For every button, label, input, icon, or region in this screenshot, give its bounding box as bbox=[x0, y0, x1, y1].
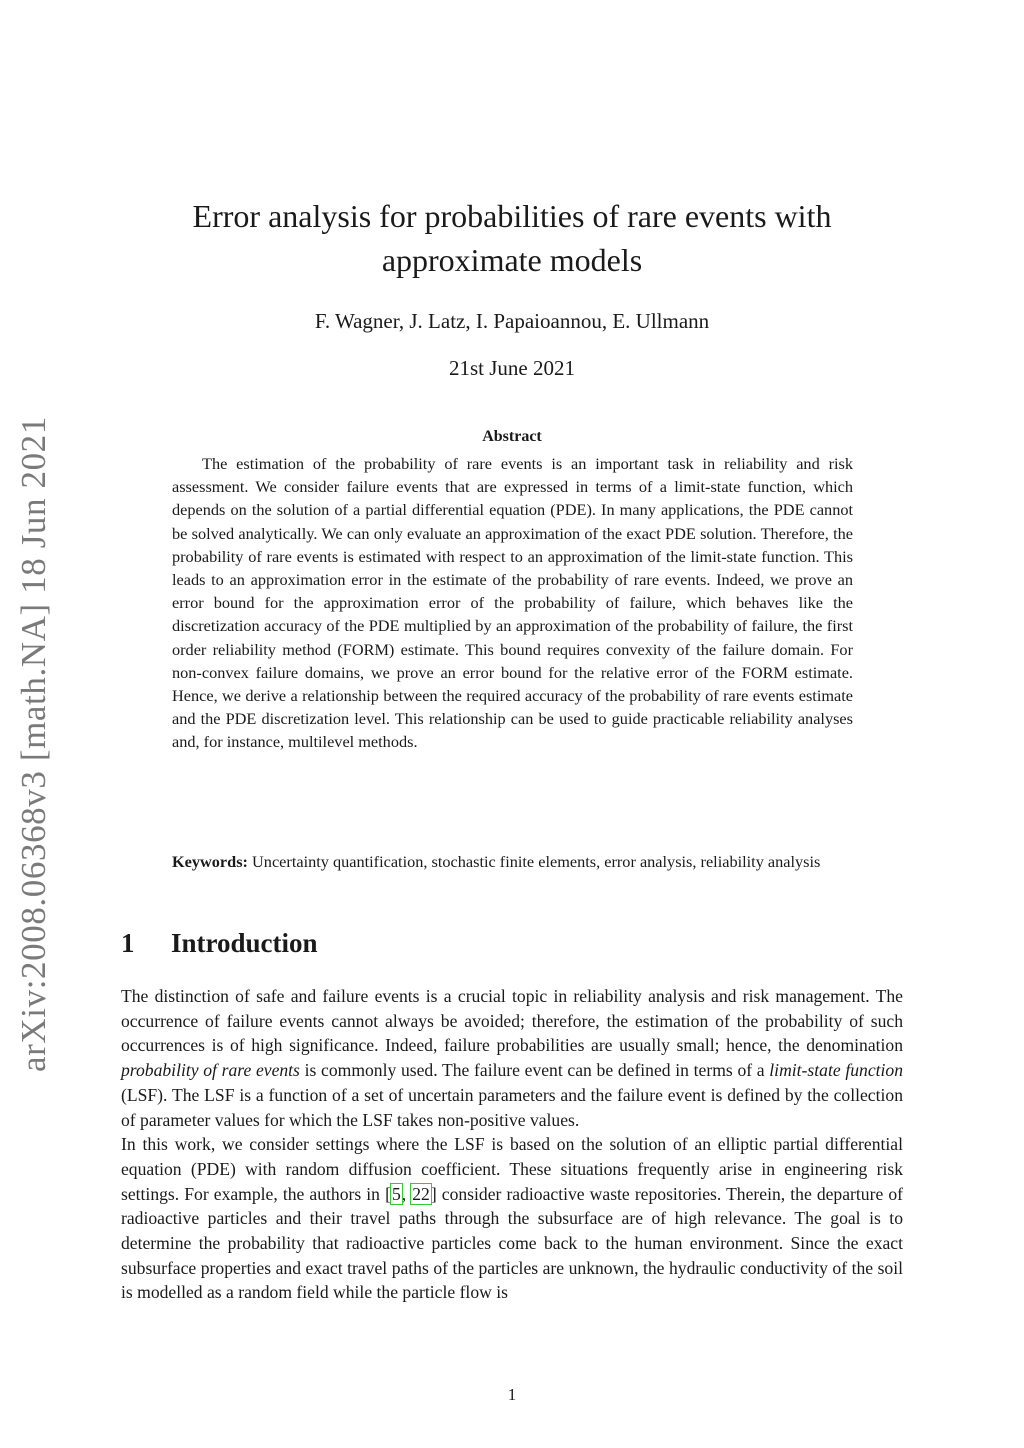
intro-paragraph-1 bbox=[121, 984, 903, 1132]
keywords-text: Uncertainty quantification, stochastic finite elements, error analysis, reliability analysis bbox=[252, 852, 821, 871]
citation-link-5[interactable]: 5 bbox=[391, 1183, 401, 1204]
section-heading-introduction bbox=[121, 928, 901, 959]
publication-date: 21st June 2021 bbox=[449, 356, 575, 380]
citation-link-22[interactable]: 22 bbox=[412, 1183, 430, 1204]
page-number: 1 bbox=[507, 1385, 517, 1404]
intro-p2-text-a: In this work, we consider settings where the LSF is based on the solution of an elliptic partial differential equation (PDE) with random diffusion coefficient. These situations frequently arise in engineering risk settings. For example, the authors in [ bbox=[121, 1134, 903, 1204]
abstract-text: The estimation of the probability of rare events is an important task in reliability and risk assessment. We consider failure events that are expressed in terms of a limit-state function, which depends on the solution of a partial differential equation (PDE). In many applications, the PDE cannot be solved analytically. We can only evaluate an approximation of the exact PDE solution. Therefore, the probability of rare events is estimated with respect to an approximation of the limit-state function. This leads to an approximation error in the estimate of the probability of rare events. Indeed, we prove an error bound for the approximation error of the probability of failure, which behaves like the discretization accuracy of the PDE multiplied by an approximation of the probability of failure, the first order reliability method (FORM) estimate. This bound requires convexity of the failure domain. For non-convex failure domains, we prove an error bound for the relative error of the FORM estimate. Hence, we derive a relationship between the required accuracy of the probability of rare events estimate and the PDE discretization level. This relationship can be used to guide practicable reliability analyses and, for instance, multilevel methods. bbox=[172, 454, 853, 752]
intro-paragraph-2 bbox=[121, 1132, 903, 1305]
section-title: Introduction bbox=[171, 928, 318, 958]
intro-p1-text-c: (LSF). The LSF is a function of a set of uncertain parameters and the failure event is defined by the collection of parameter values for which the LSF takes non-positive values. bbox=[121, 1084, 903, 1130]
intro-p1-text-b: is commonly used. The failure event can be defined in terms of a bbox=[299, 1060, 770, 1081]
author-list: F. Wagner, J. Latz, I. Papaioannou, E. Ullmann bbox=[314, 309, 710, 333]
keywords-block bbox=[172, 850, 853, 873]
citation-separator: , bbox=[401, 1183, 412, 1204]
abstract-heading: Abstract bbox=[482, 428, 542, 445]
intro-p1-emphasis-lsf: limit-state function bbox=[769, 1060, 903, 1081]
keywords-label: Keywords: bbox=[172, 852, 248, 871]
paper-title: Error analysis for probabilities of rare events with approximate models bbox=[192, 198, 832, 278]
introduction-body bbox=[121, 984, 903, 1305]
intro-p1-emphasis-rare-events: probability of rare events bbox=[121, 1060, 300, 1081]
intro-p2-text-b: ] consider radioactive waste repositories. Therein, the departure of radioactive particles and their travel paths through the subsurface are of high relevance. The goal is to determine the probability that radioactive particles come back to the human environment. Since the exact subsurface properties and exact travel paths of the particles are unknown, the hydraulic conductivity of the soil is modelled as a random field while the particle flow is bbox=[121, 1183, 903, 1303]
arxiv-identifier-stamp[interactable]: arXiv:2008.06368v3 [math.NA] 18 Jun 2021 bbox=[14, 416, 53, 1072]
section-number: 1 bbox=[121, 928, 135, 958]
intro-p1-text-a: The distinction of safe and failure events is a crucial topic in reliability analysis and risk management. The occurrence of failure events cannot always be avoided; therefore, the estimation of the probability of such occurrences is of high significance. Indeed, failure probabilities are usually small; hence, the denomination bbox=[121, 986, 903, 1056]
